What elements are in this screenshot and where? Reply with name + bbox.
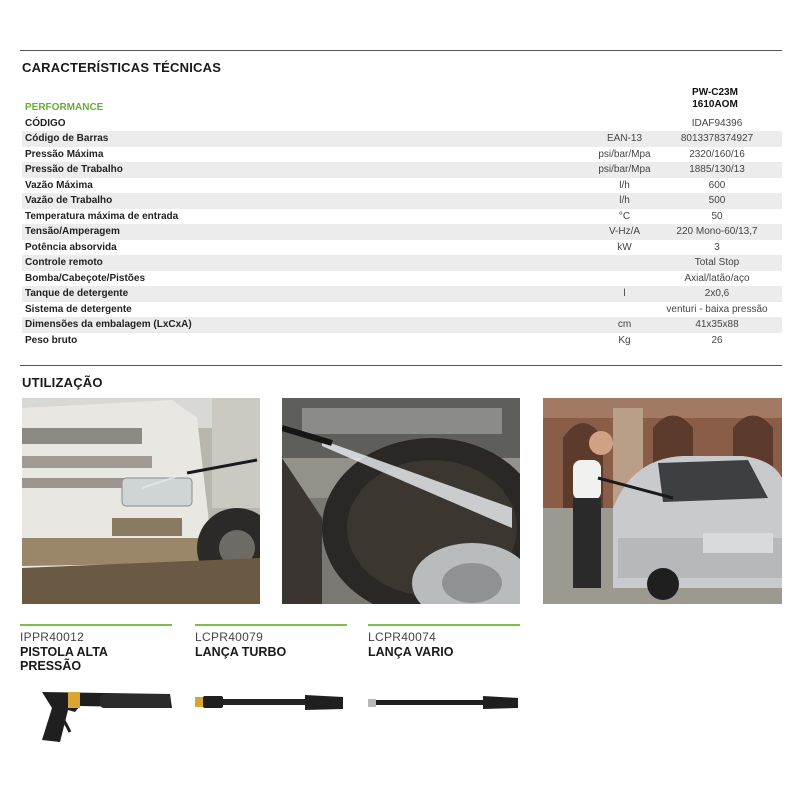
spec-row — [22, 255, 782, 271]
spec-value: Total Stop — [694, 257, 740, 268]
spec-row — [22, 286, 782, 302]
spec-value: 600 — [708, 179, 726, 191]
spec-row — [22, 317, 782, 333]
spec-value: venturi - baixa pressão — [666, 303, 768, 315]
spec-label: Sistema de detergente — [25, 303, 132, 315]
accessory-vario-lance — [368, 624, 520, 659]
spec-label: Controle remoto — [25, 257, 103, 268]
spec-row — [22, 178, 782, 194]
tech-specs-title: CARACTERÍSTICAS TÉCNICAS — [22, 60, 222, 75]
accessory-divider — [368, 624, 520, 626]
accessory-divider — [195, 624, 347, 626]
spec-unit: cm — [617, 319, 632, 330]
spec-row — [22, 271, 782, 287]
turbo-lance-icon — [195, 688, 347, 723]
spec-label: Potência absorvida — [25, 241, 117, 253]
spec-unit: kW — [617, 241, 632, 253]
accessory-name: LANÇA TURBO — [195, 645, 287, 659]
accessory-name: LANÇA VARIO — [368, 645, 454, 659]
spec-unit: psi/bar/Mpa — [598, 164, 651, 175]
photo-truck-washing — [22, 398, 260, 604]
accessory-code: LCPR40079 — [195, 630, 264, 644]
spec-label: Peso bruto — [25, 334, 78, 346]
spec-unit: l — [623, 288, 626, 299]
accessory-name: PISTOLA ALTA PRESSÃO — [20, 645, 108, 673]
spec-value: 1885/130/13 — [689, 164, 745, 175]
spec-unit: EAN-13 — [606, 133, 642, 144]
spec-table — [22, 100, 782, 348]
spec-unit: l/h — [619, 179, 630, 191]
spec-label: CÓDIGO — [25, 117, 66, 129]
spec-row — [22, 116, 782, 132]
model-line-2: 1610AOM — [692, 99, 738, 110]
spec-row — [22, 162, 782, 178]
spec-label: Vazão Máxima — [25, 179, 93, 191]
middle-rule — [20, 365, 782, 366]
spec-label: Pressão Máxima — [25, 148, 104, 160]
spec-value: 2x0,6 — [704, 288, 730, 299]
spec-value: 220 Mono-60/13,7 — [676, 226, 758, 237]
spec-value: 500 — [708, 195, 726, 206]
spec-row — [22, 209, 782, 225]
spec-row — [22, 240, 782, 256]
spec-label: Temperatura máxima de entrada — [25, 210, 179, 222]
spec-row — [22, 302, 782, 318]
spec-label: Bomba/Cabeçote/Pistões — [25, 272, 146, 284]
spec-value: 50 — [711, 210, 723, 222]
vario-lance-icon — [368, 690, 520, 721]
accessory-turbo-lance — [195, 624, 347, 659]
spec-label: Código de Barras — [25, 133, 109, 144]
top-rule — [20, 50, 782, 51]
accessory-code: LCPR40074 — [368, 630, 437, 644]
spec-unit: °C — [618, 210, 631, 222]
model-line-1: PW-C23M — [692, 87, 738, 98]
spec-row — [22, 100, 782, 116]
usage-title: UTILIZAÇÃO — [22, 375, 103, 390]
spec-label: Pressão de Trabalho — [25, 164, 123, 175]
spec-row — [22, 193, 782, 209]
spec-value: IDAF94396 — [691, 117, 743, 129]
spec-unit: psi/bar/Mpa — [598, 148, 651, 160]
spec-value: 8013378374927 — [680, 133, 754, 144]
spec-label: Vazão de Trabalho — [25, 195, 113, 206]
spec-value: 26 — [711, 334, 723, 346]
spec-row — [22, 333, 782, 349]
accessory-pistol — [20, 624, 172, 673]
accessory-code: IPPR40012 — [20, 630, 85, 644]
spec-label: Dimensões da embalagem (LxCxA) — [25, 319, 192, 330]
spec-unit: V-Hz/A — [608, 226, 641, 237]
spec-unit: l/h — [619, 195, 630, 206]
photo-tire-spray — [282, 398, 520, 604]
pistol-icon — [20, 680, 175, 755]
spec-label: Tensão/Amperagem — [25, 226, 120, 237]
spec-value: 3 — [714, 241, 720, 253]
spec-value: 41x35x88 — [695, 319, 739, 330]
spec-row — [22, 224, 782, 240]
spec-label: Tanque de detergente — [25, 288, 129, 299]
spec-row — [22, 147, 782, 163]
spec-unit: Kg — [618, 334, 631, 346]
spec-label: PERFORMANCE — [25, 102, 104, 113]
spec-row — [22, 131, 782, 147]
spec-value: 2320/160/16 — [689, 148, 745, 160]
photo-car-washing — [543, 398, 782, 604]
accessory-divider — [20, 624, 172, 626]
spec-value: Axial/latão/aço — [684, 272, 750, 284]
